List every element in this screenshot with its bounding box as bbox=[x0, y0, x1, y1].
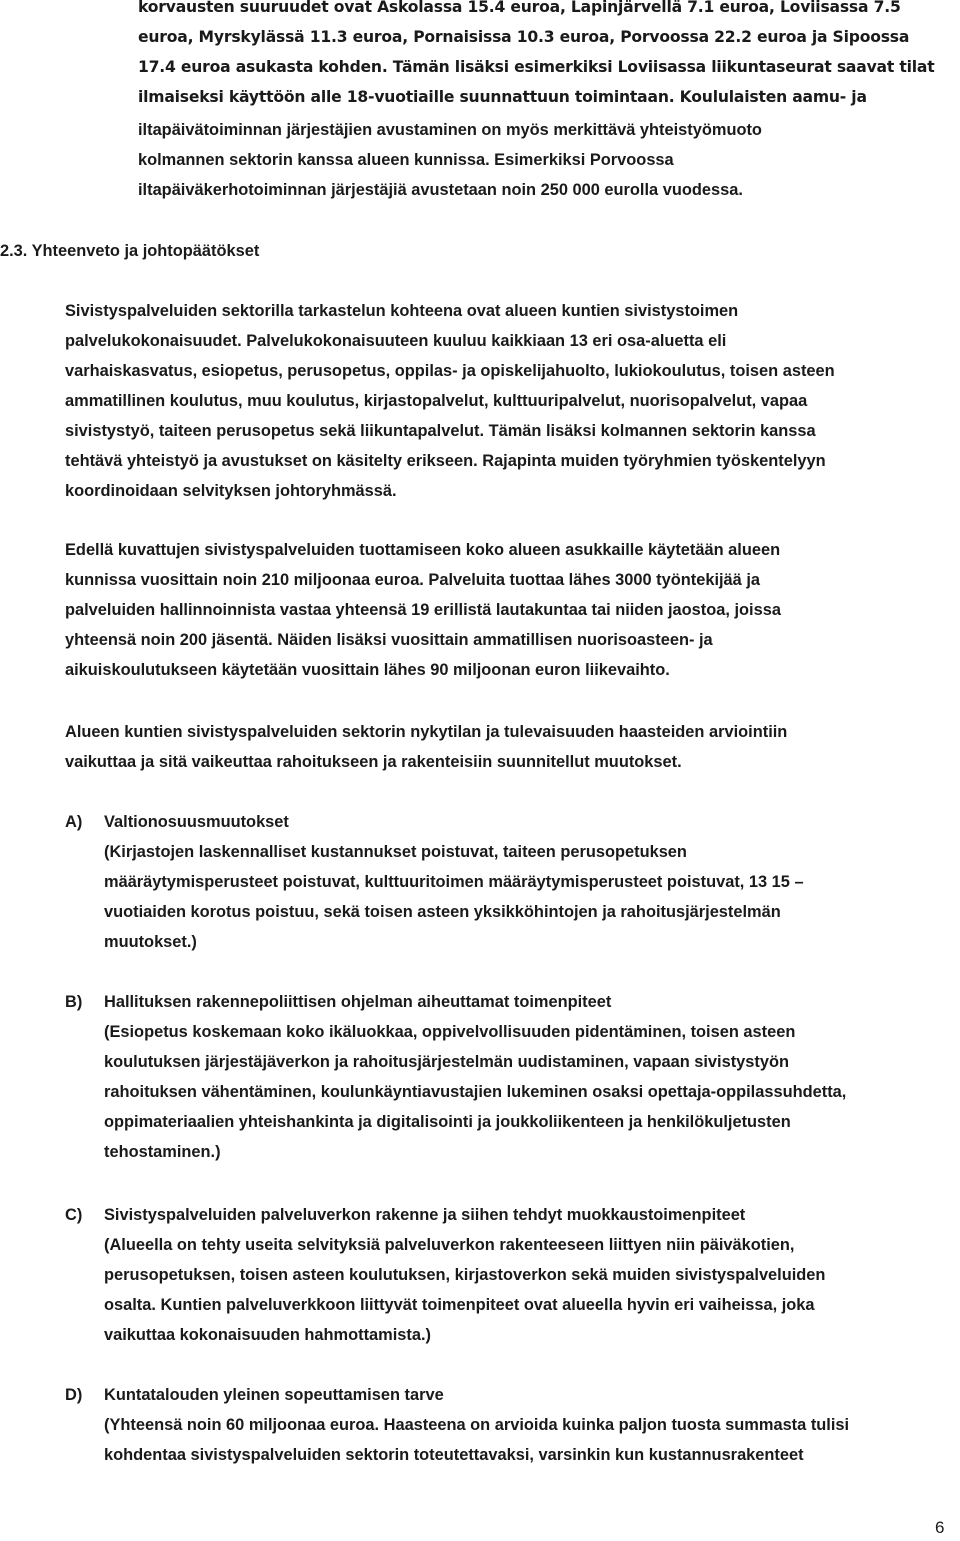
text-line: (Kirjastojen laskennalliset kustannukset poistuvat, taiteen perusopetuksen bbox=[104, 843, 687, 861]
list-marker: A) bbox=[65, 813, 83, 831]
text-line: palveluiden hallinnoinnista vastaa yhteensä 19 erillistä lautakuntaa tai niiden jaostoa, joissa bbox=[65, 601, 781, 619]
list-item-title: Valtionosuusmuutokset bbox=[104, 813, 289, 831]
text-line: osalta. Kuntien palveluverkkoon liittyvät toimenpiteet ovat alueella hyvin eri vaiheissa, joka bbox=[104, 1296, 815, 1314]
page-number: 6 bbox=[935, 1518, 945, 1537]
text-line: (Alueella on tehty useita selvityksiä palveluverkon rakenteeseen liittyen niin päiväkotien, bbox=[104, 1236, 795, 1254]
text-line: iltapäiväkerhotoiminnan järjestäjiä avustetaan noin 250 000 eurolla vuodessa. bbox=[138, 181, 743, 199]
text-line: koulutuksen järjestäjäverkon ja rahoitusjärjestelmän uudistaminen, vapaan sivistystyön bbox=[104, 1053, 790, 1071]
text-line: euroa, Myrskylässä 11.3 euroa, Pornaisissa 10.3 euroa, Porvoossa 22.2 euroa ja Sipoossa bbox=[138, 28, 910, 46]
list-marker: C) bbox=[65, 1206, 83, 1224]
text-line: vaikuttaa kokonaisuuden hahmottamista.) bbox=[104, 1326, 431, 1344]
text-line: koordinoidaan selvityksen johtoryhmässä. bbox=[65, 482, 397, 500]
text-line: yhteensä noin 200 jäsentä. Näiden lisäksi vuosittain ammatillisen nuorisoasteen- ja bbox=[65, 631, 713, 649]
text-line: ilmaiseksi käyttöön alle 18-vuotiaille suunnattuun toimintaan. Koululaisten aamu- ja bbox=[138, 88, 867, 106]
text-line: aikuiskoulutukseen käytetään vuosittain lähes 90 miljoonan euron liikevaihto. bbox=[65, 661, 670, 679]
section-heading: 2.3. Yhteenveto ja johtopäätökset bbox=[0, 242, 260, 260]
list-item-title: Kuntatalouden yleinen sopeuttamisen tarve bbox=[104, 1386, 444, 1404]
text-line: tehostaminen.) bbox=[104, 1143, 221, 1161]
text-line: iltapäivätoiminnan järjestäjien avustaminen on myös merkittävä yhteistyömuoto bbox=[138, 121, 762, 139]
text-line: kolmannen sektorin kanssa alueen kunnissa. Esimerkiksi Porvoossa bbox=[138, 151, 674, 169]
text-line: Alueen kuntien sivistyspalveluiden sektorin nykytilan ja tulevaisuuden haasteiden arviointiin bbox=[65, 723, 788, 741]
text-line: palvelukokonaisuudet. Palvelukokonaisuuteen kuuluu kaikkiaan 13 eri osa-aluetta eli bbox=[65, 332, 727, 350]
text-line: määräytymisperusteet poistuvat, kulttuuritoimen määräytymisperusteet poistuvat, 13 15 – bbox=[104, 873, 804, 891]
text-line: muutokset.) bbox=[104, 933, 197, 951]
text-line: korvausten suuruudet ovat Askolassa 15.4 euroa, Lapinjärvellä 7.1 euroa, Loviisassa 7.5 bbox=[138, 0, 901, 16]
text-line: perusopetuksen, toisen asteen koulutuksen, kirjastoverkon sekä muiden sivistyspalveluiden bbox=[104, 1266, 826, 1284]
text-line: Sivistyspalveluiden sektorilla tarkastelun kohteena ovat alueen kuntien sivistystoimen bbox=[65, 302, 739, 320]
text-line: vuotiaiden korotus poistuu, sekä toisen asteen yksikköhintojen ja rahoitusjärjestelmän bbox=[104, 903, 781, 921]
text-line: rahoituksen vähentäminen, koulunkäyntiavustajien lukeminen osaksi opettaja-oppilassuhdetta, bbox=[104, 1083, 847, 1101]
text-line: 17.4 euroa asukasta kohden. Tämän lisäksi esimerkiksi Loviisassa liikuntaseurat saavat tilat bbox=[138, 58, 935, 76]
text-line: Edellä kuvattujen sivistyspalveluiden tuottamiseen koko alueen asukkaille käytetään alueen bbox=[65, 541, 781, 559]
text-line: kohdentaa sivistyspalveluiden sektorin toteutettavaksi, varsinkin kun kustannusrakenteet bbox=[104, 1446, 804, 1464]
list-marker: D) bbox=[65, 1386, 83, 1404]
text-line: ammatillinen koulutus, muu koulutus, kirjastopalvelut, kulttuuripalvelut, nuorisopalvelut, vapaa bbox=[65, 392, 808, 410]
text-line: (Yhteensä noin 60 miljoonaa euroa. Haasteena on arvioida kuinka paljon tuosta summasta tulisi bbox=[104, 1416, 850, 1434]
list-item-title: Hallituksen rakennepoliittisen ohjelman aiheuttamat toimenpiteet bbox=[104, 993, 612, 1011]
text-line: (Esiopetus koskemaan koko ikäluokkaa, oppivelvollisuuden pidentäminen, toisen asteen bbox=[104, 1023, 796, 1041]
text-line: kunnissa vuosittain noin 210 miljoonaa euroa. Palveluita tuottaa lähes 3000 työntekijää ja bbox=[65, 571, 761, 589]
text-line: tehtävä yhteistyö ja avustukset on käsitelty erikseen. Rajapinta muiden työryhmien työskentelyyn bbox=[65, 452, 826, 470]
list-item-title: Sivistyspalveluiden palveluverkon rakenne ja siihen tehdyt muokkaustoimenpiteet bbox=[104, 1206, 746, 1224]
text-line: sivistystyö, taiteen perusopetus sekä liikuntapalvelut. Tämän lisäksi kolmannen sektorin kanssa bbox=[65, 422, 816, 440]
text-line: oppimateriaalien yhteishankinta ja digitalisointi ja joukkoliikenteen ja henkilökuljetusten bbox=[104, 1113, 791, 1131]
list-marker: B) bbox=[65, 993, 83, 1011]
text-line: vaikuttaa ja sitä vaikeuttaa rahoitukseen ja rakenteisiin suunnitellut muutokset. bbox=[65, 753, 682, 771]
text-line: varhaiskasvatus, esiopetus, perusopetus, oppilas- ja opiskelijahuolto, lukiokoulutus, toisen asteen bbox=[65, 362, 835, 380]
